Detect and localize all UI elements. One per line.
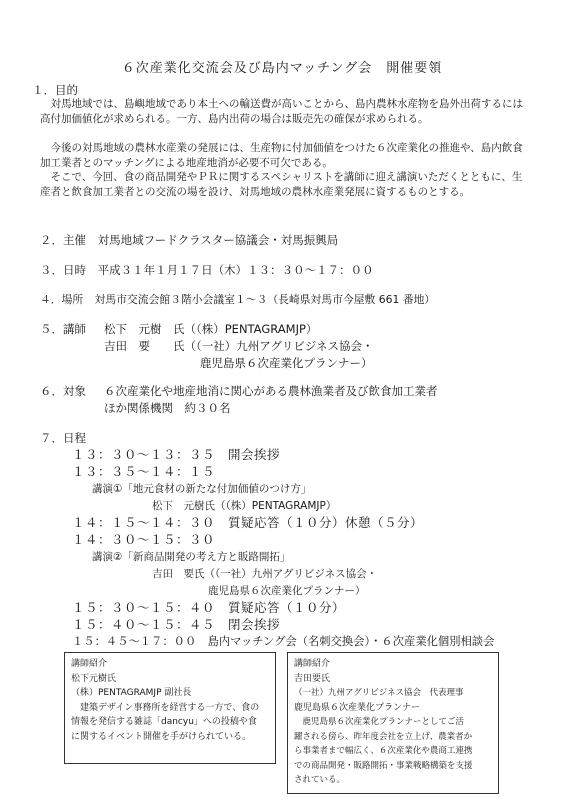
schedule-item: １３：３５～１４：１５ <box>72 464 216 479</box>
schedule-item: １５：４０～１５：４５ 閉会挨拶 <box>72 617 281 632</box>
profile-name: 吉田要氏 <box>294 673 331 684</box>
schedule-item: 講演②「新商品開発の考え方と販路開拓」 <box>92 551 291 563</box>
schedule-item: 鹿児島県６次産業化プランナー） <box>208 585 366 597</box>
profile-heading: 講師紹介 <box>71 659 108 669</box>
profile-text: 鹿児島県６次産業化プランナーとしてご活 <box>294 717 465 727</box>
profile-text: に関するイベント開催を手がけられている。 <box>71 731 252 742</box>
lecturer-line-2: 吉田 要 氏（（一社）九州アグリビジネス協会・ <box>104 339 374 353</box>
audience-line-2: ほか関係機関 約３０名 <box>104 401 231 415</box>
profile-text: 建築デザイン事務所を経営する一方で、食の <box>71 702 260 713</box>
datetime-value: 平成３１年１月１７日（木）１３：３０～１７：００ <box>97 263 374 277</box>
schedule-item: １５：３０～１５：４０ 質疑応答（１０分） <box>72 600 346 615</box>
datetime-label: ３．日時 <box>40 263 86 277</box>
audience-label: ６．対象 <box>40 384 86 398</box>
purpose-heading: １．目的 <box>32 83 78 97</box>
schedule-item: １４：１５～１４：３０ 質疑応答（１０分）休憩（５分） <box>72 515 424 530</box>
venue-value: 対馬市交流会館３階小会議室１～３（長崎県対馬市今屋敷 661 番地） <box>94 293 436 306</box>
schedule-item: １５：４５～１７：００ 島内マッチング会（名刺交換会）・６次産業化個別相談会 <box>72 635 495 648</box>
profile-heading: 講師紹介 <box>294 659 331 669</box>
profile-affiliation: 鹿児島県６次産業化プランナー <box>294 702 421 713</box>
profile-text: ら事業者まで幅広く、６次産業化や農商工連携 <box>294 746 473 756</box>
profile-text: されている。 <box>294 775 346 785</box>
profile-text: 情報を発信する雑誌「dancyu」への投稿や食 <box>71 717 257 727</box>
schedule-item: 吉田 要氏（（一社）九州アグリビジネス協会・ <box>152 568 378 580</box>
profile-affiliation: （一社）九州アグリビジネス協会 代表理事 <box>294 688 464 698</box>
profile-name: 松下元樹氏 <box>71 673 117 684</box>
lecturers-label: ５．講師 <box>40 322 86 336</box>
profile-text: での商品開発・販路開拓・事業戦略構築を支援 <box>294 760 473 771</box>
profile-affiliation: （株）PENTAGRAMJP 副社長 <box>71 688 192 698</box>
venue-section <box>40 292 435 308</box>
lecturer-line-3: 鹿児島県６次産業化プランナー） <box>200 356 373 370</box>
lecturer-profile-matsushita <box>64 652 276 764</box>
datetime-section <box>40 262 374 278</box>
host-label: ２．主催 <box>40 233 86 247</box>
schedule-item: １４：３０～１５：３０ <box>72 532 216 547</box>
audience-line-1: ６次産業化や地産地消に関心がある農林漁業者及び飲食加工業者 <box>104 384 438 398</box>
purpose-paragraph-2: 今後の対馬地域の農林水産業の発展には、生産物に付加価値をつけた６次産業化の推進や、島内飲食加工業者とのマッチングによる地産地消が必要不可欠である。 <box>40 142 523 169</box>
document-title: ６次産業化交流会及び島内マッチング会 開催要領 <box>121 61 443 76</box>
host-value: 対馬地域フードクラスター協議会・対馬振興局 <box>97 233 339 247</box>
lecturer-line-1: 松下 元樹 氏（（株）PENTAGRAMJP） <box>104 322 318 336</box>
venue-label: ４．場所 <box>40 293 84 306</box>
schedule-item: 松下 元樹氏（（株）PENTAGRAMJP） <box>152 500 337 512</box>
schedule-item: 講演①「地元食材の新たな付加価値のつけ方」 <box>92 483 312 495</box>
lecturer-profile-yoshida <box>287 652 499 794</box>
host-section <box>40 232 338 248</box>
schedule-item: １３：３０～１３：３５ 開会挨拶 <box>72 447 281 462</box>
profile-text: 躍される傍ら、昨年度会社を立上げ、農業者か <box>294 731 473 742</box>
purpose-paragraph-3: そこで、今回、食の商品開発やＰＲに関するスペシャリストを講師に迎え講演いただくとともに、生産者と飲食加工業者との交流の場を設け、対馬地域の農林水産業発展に資するものとする。 <box>40 171 523 198</box>
schedule-label: ７．日程 <box>40 431 86 445</box>
purpose-paragraph-1: 対馬地域では、島嶼地域であり本土への輸送費が高いことから、島内農林水産物を島外出荷するには高付加価値化が求められる。一方、島内出荷の場合は販売先の確保が求められる。 <box>40 98 523 125</box>
